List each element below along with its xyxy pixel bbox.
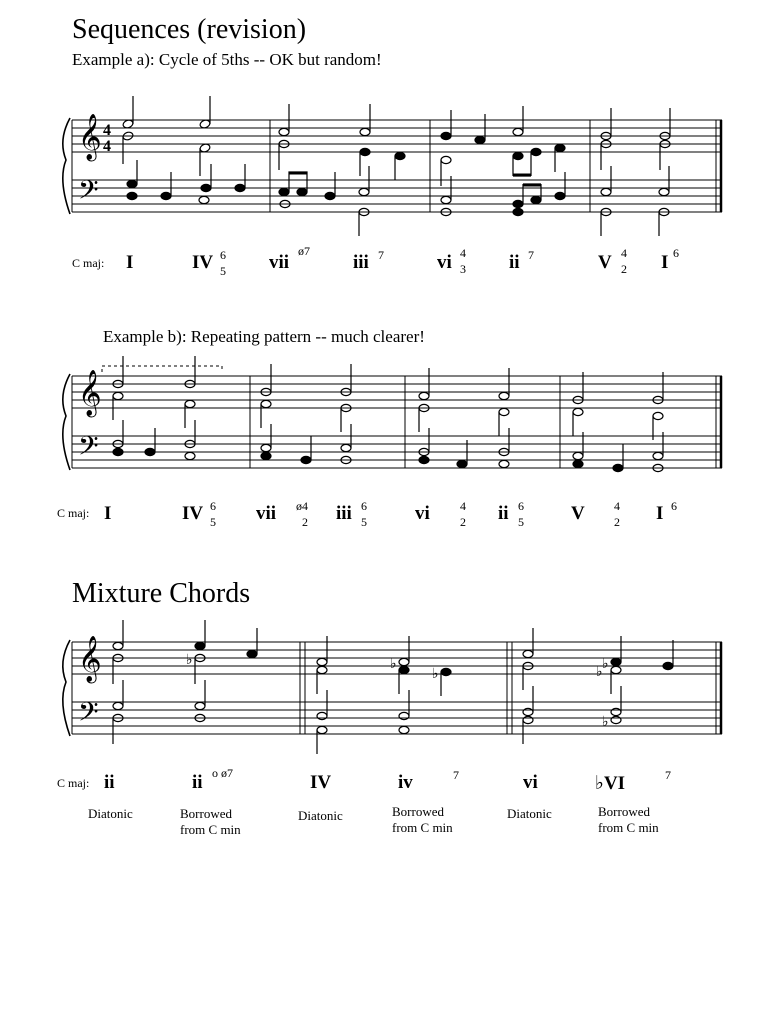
chord-numeral: V — [571, 503, 585, 524]
page-title: Sequences (revision) — [72, 14, 307, 45]
flat-icon: ♭ — [432, 666, 439, 682]
treble-clef-icon: 𝄞 — [78, 370, 102, 416]
chord-label: Borrowed from C min — [392, 804, 453, 835]
chord-label: Borrowed from C min — [180, 806, 241, 837]
figure-top: 4 — [621, 246, 627, 260]
figure-bottom: 2 — [460, 515, 466, 529]
chord-numeral: iii — [353, 252, 369, 273]
bass-clef-icon: 𝄢 — [78, 696, 99, 734]
flat-icon: ♭ — [390, 656, 397, 672]
figure-bottom: 2 — [614, 515, 620, 529]
chord-numeral: IV — [182, 503, 204, 524]
flat-icon: ♭ — [596, 664, 603, 680]
chord-label: Borrowed from C min — [598, 804, 659, 835]
figure-top: 4 — [460, 246, 466, 260]
key-label: C maj: — [72, 256, 105, 270]
chord-numeral: iii — [336, 503, 352, 524]
figure-top: 6 — [671, 499, 677, 513]
chord-numeral: ii — [192, 772, 203, 793]
chord-numeral: I — [661, 252, 669, 273]
flat-icon: ♭ — [186, 652, 193, 668]
chord-label: Diatonic — [88, 806, 133, 821]
treble-clef-icon: 𝄞 — [78, 636, 102, 682]
figure-top: 7 — [528, 248, 534, 262]
time-sig-top: 4 — [103, 122, 111, 139]
figure-top: 6 — [673, 246, 679, 260]
chord-numeral: iv — [398, 772, 413, 793]
figure-top: 4 — [614, 499, 620, 513]
figure-top: 6 — [220, 248, 226, 262]
example-b-caption: Example b): Repeating pattern -- much clearer! — [103, 327, 425, 346]
figure-bottom: 5 — [220, 264, 226, 278]
bass-clef-icon: 𝄢 — [78, 174, 99, 212]
key-label: C maj: — [57, 776, 90, 790]
chord-numeral: I — [656, 503, 664, 524]
figure-top: ø4 — [296, 499, 308, 513]
flat-icon: ♭ — [602, 656, 609, 672]
notes-a — [122, 96, 670, 236]
bass-clef-icon: 𝄢 — [78, 430, 99, 468]
figure-bottom: 5 — [361, 515, 367, 529]
notes-b — [113, 356, 663, 472]
figure-top: 6 — [361, 499, 367, 513]
figure-bottom: 3 — [460, 262, 466, 276]
figure-top: 7 — [665, 768, 671, 782]
figure-top: 6 — [518, 499, 524, 513]
figure-bottom: 2 — [621, 262, 627, 276]
chord-numeral: vii — [269, 252, 290, 273]
figure-top: 6 — [210, 499, 216, 513]
chord-numeral: I — [126, 252, 134, 273]
chord-numeral: IV — [310, 772, 332, 793]
chord-numeral: V — [598, 252, 612, 273]
chord-numeral: vii — [256, 503, 277, 524]
chord-numeral: vi — [523, 772, 538, 793]
chord-label: Diatonic — [298, 808, 343, 823]
figure-top: 7 — [453, 768, 459, 782]
figure-top: 4 — [460, 499, 466, 513]
chord-numeral: ii — [498, 503, 509, 524]
mixture-title: Mixture Chords — [72, 578, 251, 609]
time-sig-bottom: 4 — [103, 138, 111, 155]
chord-numeral: ♭VI — [595, 773, 626, 794]
chord-numeral: vi — [415, 503, 430, 524]
figure-top: o ø7 — [212, 766, 233, 780]
chord-numeral: ii — [104, 772, 115, 793]
system-a — [63, 118, 722, 214]
figure-top: 7 — [378, 248, 384, 262]
figure-bottom: 2 — [302, 515, 308, 529]
figure-top: ø7 — [298, 244, 310, 258]
treble-clef-icon: 𝄞 — [78, 114, 102, 160]
chord-numeral: I — [104, 503, 112, 524]
system-mixture — [63, 640, 722, 736]
example-a-caption: Example a): Cycle of 5ths -- OK but random! — [72, 50, 382, 69]
chord-numeral: ii — [509, 252, 520, 273]
flat-icon: ♭ — [602, 714, 609, 730]
key-label: C maj: — [57, 506, 90, 520]
chord-label: Diatonic — [507, 806, 552, 821]
chord-numeral: vi — [437, 252, 452, 273]
figure-bottom: 5 — [210, 515, 216, 529]
chord-numeral: IV — [192, 252, 214, 273]
figure-bottom: 5 — [518, 515, 524, 529]
